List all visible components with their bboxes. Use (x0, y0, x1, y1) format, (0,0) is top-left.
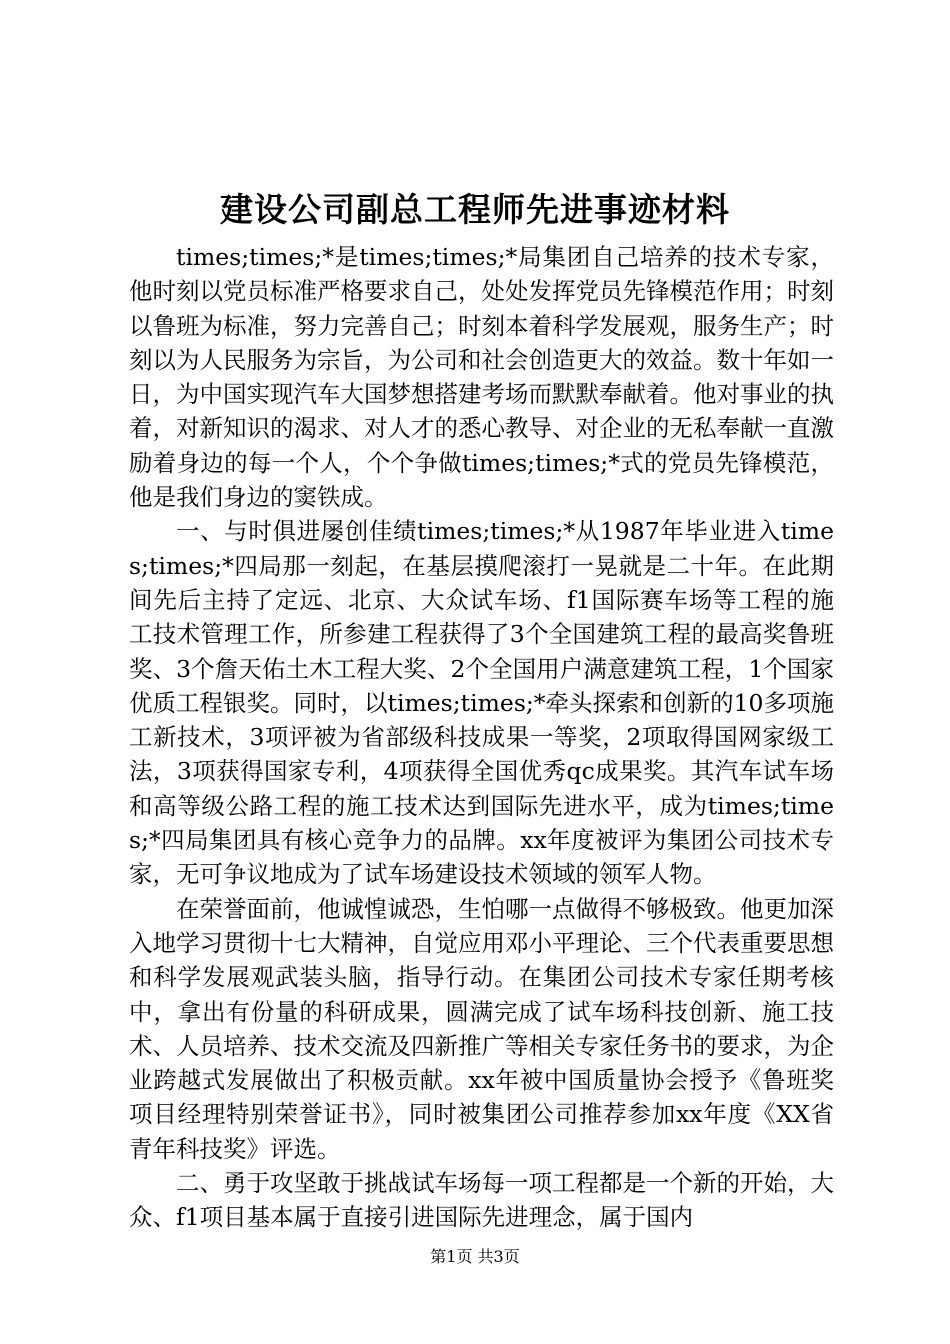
paragraph: times;times;*是times;times;*局集团自己培养的技术专家，他时刻以党员标准严格要求自己，处处发挥党员先锋模范作用；时刻以鲁班为标准，努力完善自己；时刻本着科学发展观，服务生产；时刻以为人民服务为宗旨，为公司和社会创造更大的效益。数十年如一日，为中国实现汽车大国梦想搭建考场而默默奉献着。他对事业的执着，对新知识的渴求、对人才的悉心教导、对企业的无私奉献一直激励着身边的每一个人，个个争做times;times;*式的党员先锋模范，他是我们身边的窦铁成。 (129, 243, 834, 512)
paragraph: 一、与时俱进屡创佳绩times;times;*从1987年毕业进入times;times;*四局那一刻起，在基层摸爬滚打一晃就是二十年。在此期间先后主持了定远、北京、大众试车场、f1国际赛车场等工程的施工技术管理工作，所参建工程获得了3个全国建筑工程的最高奖鲁班奖、3个詹天佑土木工程大奖、2个全国用户满意建筑工程，1个国家优质工程银奖。同时，以times;times;*牵头探索和创新的10多项施工新技术，3项评被为省部级科技成果一等奖，2项取得国网家级工法，3项获得国家专利，4项获得全国优秀qc成果奖。其汽车试车场和高等级公路工程的施工技术达到国际先进水平，成为times;times;*四局集团具有核心竞争力的品牌。xx年度被评为集团公司技术专家，无可争议地成为了试车场建设技术领域的领军人物。 (129, 517, 834, 889)
document-body (129, 240, 834, 1235)
paragraph: 二、勇于攻坚敢于挑战试车场每一项工程都是一个新的开始，大众、f1项目基本属于直接引进国际先进理念，属于国内 (129, 1169, 834, 1232)
paragraph: 在荣誉面前，他诚惶诚恐，生怕哪一点做得不够极致。他更加深入地学习贯彻十七大精神，自觉应用邓小平理论、三个代表重要思想和科学发展观武装头脑，指导行动。在集团公司技术专家任期考核中，拿出有份量的科研成果，圆满完成了试车场科技创新、施工技术、人员培养、技术交流及四新推广等相关专家任务书的要求，为企业跨越式发展做出了积极贡献。xx年被中国质量协会授予《鲁班奖项目经理特别荣誉证书》，同时被集团公司推荐参加xx年度《XX省青年科技奖》评选。 (129, 894, 834, 1163)
document-title: 建设公司副总工程师先进事迹材料 (220, 190, 730, 229)
page-number-footer: 第1页 共3页 (430, 1247, 520, 1266)
